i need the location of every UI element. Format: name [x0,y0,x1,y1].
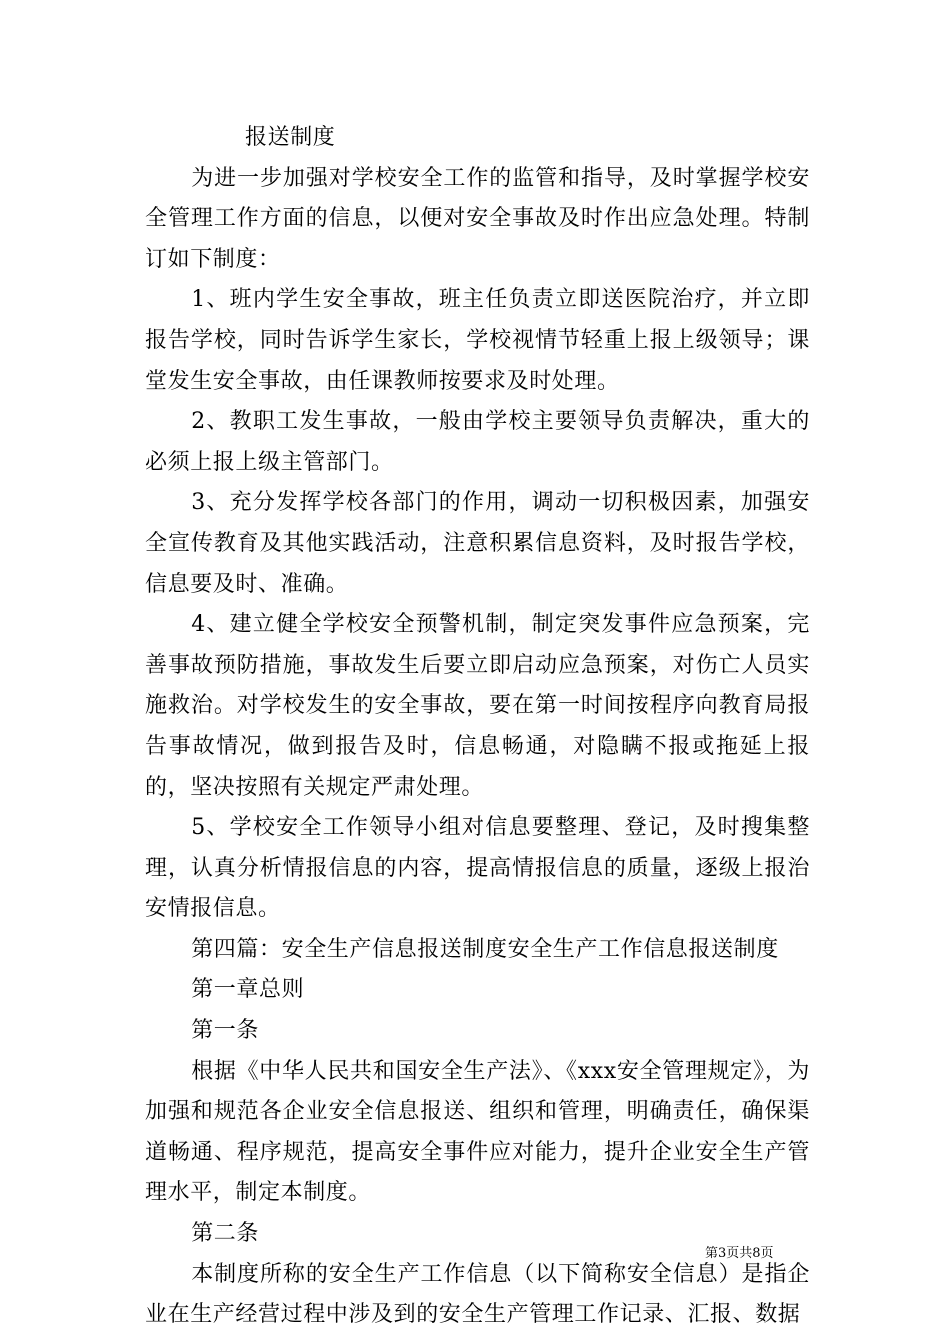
chapter-one-title: 第一章总则 [191,977,305,1003]
article-two-paragraph: 本制度所称的安全生产工作信息（以下简称安全信息）是指企业在生产经营过程中涉及到的安全生产管理工作记录、汇报、数据 [145,1261,810,1328]
part-four-title: 第四篇：安全生产信息报送制度安全生产工作信息报送制度 [191,936,779,962]
article-two-title: 第二条 [191,1221,259,1247]
clause-3-paragraph: 3、充分发挥学校各部门的作用，调动一切积极因素，加强安全宣传教育及其他实践活动，注意积累信息资料，及时报告学校，信息要及时、准确。 [145,490,810,597]
section-heading: 报送制度 [245,125,336,150]
clause-1-paragraph: 1、班内学生安全事故，班主任负责立即送医院治疗，并立即报告学校，同时告诉学生家长，学校视情节轻重上报上级领导；课堂发生安全事故，由任课教师按要求及时处理。 [145,287,810,394]
article-one-title: 第一条 [191,1018,259,1044]
document-body [145,118,810,1336]
clause-4-paragraph: 4、建立健全学校安全预警机制，制定突发事件应急预案，完善事故预防措施，事故发生后要立即启动应急预案，对伤亡人员实施救治。对学校发生的安全事故，要在第一时间按程序向教育局报告事故情况，做到报告及时，信息畅通，对隐瞒不报或拖延上报的，坚决按照有关规定严肃处理。 [145,612,810,800]
clause-2-paragraph: 2、教职工发生事故，一般由学校主要领导负责解决，重大的必须上报上级主管部门。 [145,409,810,475]
intro-paragraph: 为进一步加强对学校安全工作的监管和指导，及时掌握学校安全管理工作方面的信息，以便对安全事故及时作出应急处理。特制订如下制度： [145,165,810,272]
clause-5-paragraph: 5、学校安全工作领导小组对信息要整理、登记，及时搜集整理，认真分析情报信息的内容，提高情报信息的质量，逐级上报治安情报信息。 [145,815,810,922]
article-one-paragraph: 根据《中华人民共和国安全生产法》、《xxx安全管理规定》，为加强和规范各企业安全信息报送、组织和管理，明确责任，确保渠道畅通、程序规范，提高安全事件应对能力，提升企业安全生产管理水平，制定本制度。 [145,1058,810,1206]
page-number-footer: 第3页共8页 [705,1246,774,1261]
